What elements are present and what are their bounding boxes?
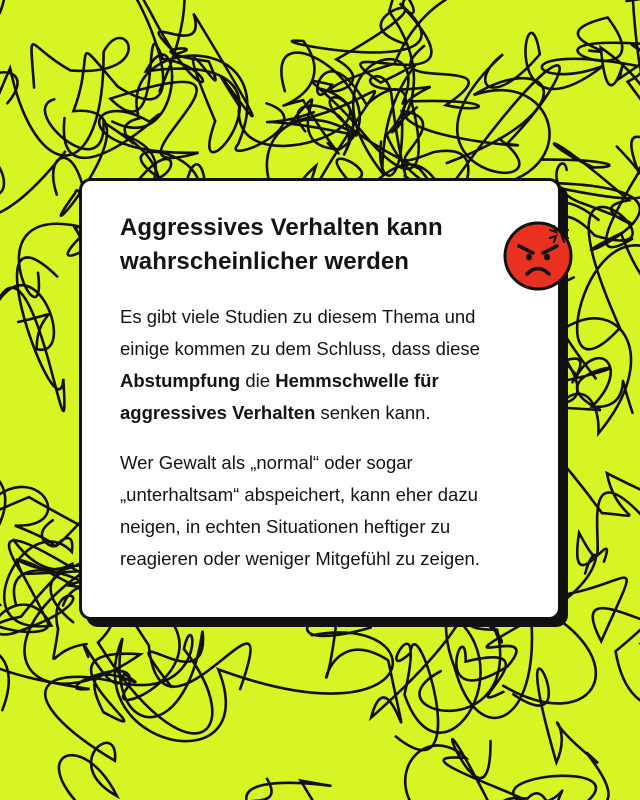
- paragraph-1-text-a: Es gibt viele Studien zu diesem Thema und einige kommen zu dem Schluss, dass diese: [120, 306, 480, 359]
- paragraph-1-bold-hemmschwelle: Hemmschwelle für aggressives Verhalten: [120, 370, 439, 423]
- scribble-line: [457, 33, 640, 173]
- card-heading: Aggressives Verhalten kann wahrscheinlicher werden: [120, 214, 443, 275]
- info-card: [79, 178, 561, 620]
- card-paragraph-2: Wer Gewalt als „normal“ oder sogar „unterhaltsam“ abspeichert, kann eher dazu neigen, in echten Situationen heftiger zu reagieren oder weniger Mitgefühl zu zeigen.: [120, 452, 480, 569]
- angry-face-icon: [498, 212, 580, 294]
- paragraph-1-text-c: senken kann.: [315, 402, 431, 423]
- scribble-line: [0, 0, 49, 194]
- card-paragraph-1: [120, 301, 526, 429]
- scribble-line: [64, 0, 203, 158]
- paragraph-1-bold-abstumpfung: Abstumpfung: [120, 370, 241, 391]
- scribble-line: [224, 779, 361, 800]
- scribble-line: [0, 257, 64, 411]
- scribble-line: [483, 669, 608, 800]
- paragraph-1-text-b: die: [240, 370, 276, 391]
